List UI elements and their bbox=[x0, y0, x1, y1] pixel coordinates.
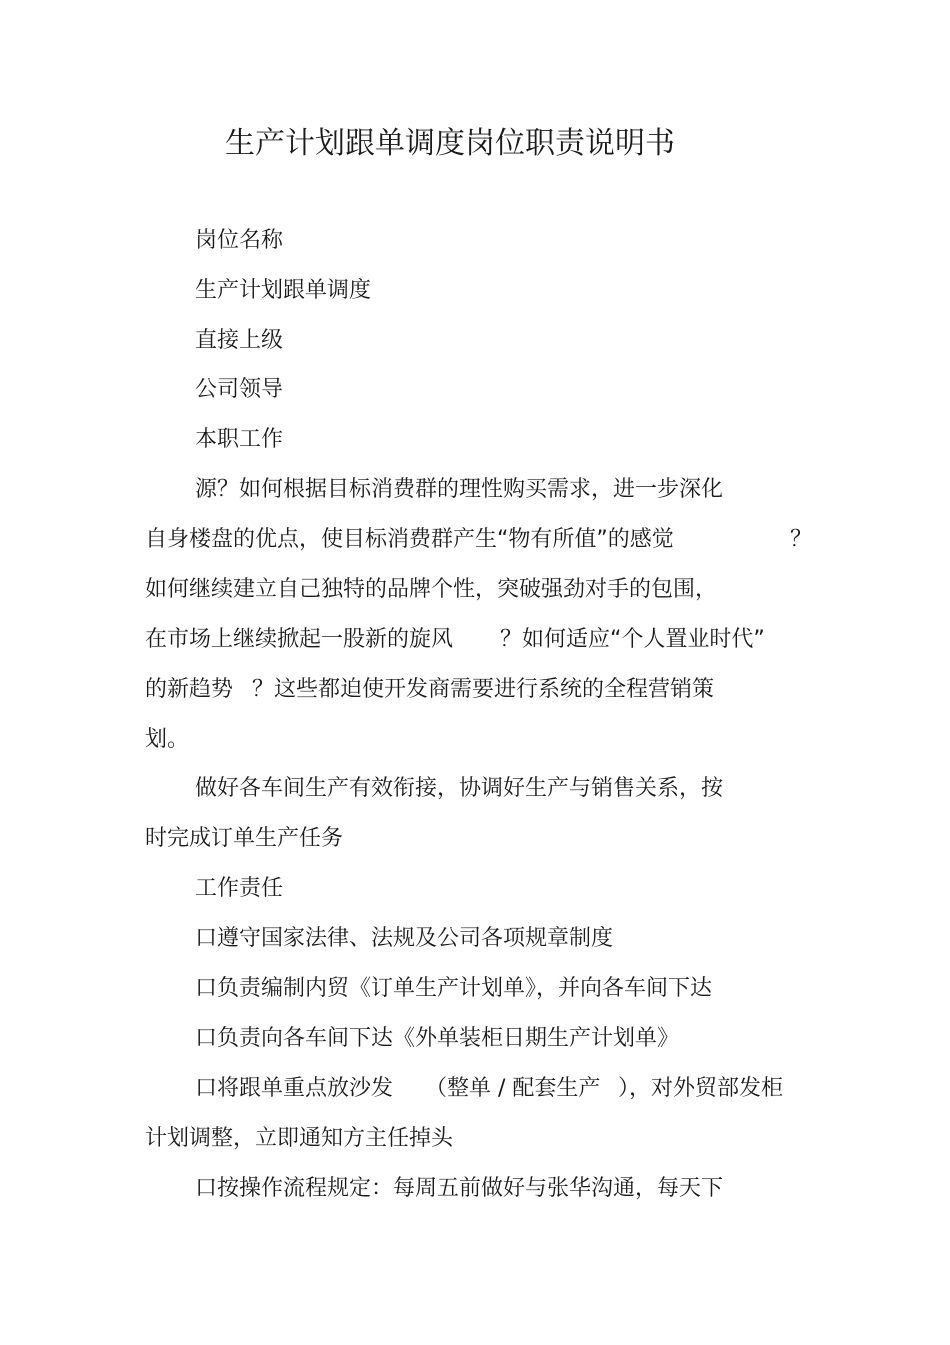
question-mark: ？ bbox=[790, 527, 813, 552]
paragraph-line: 岗位名称 bbox=[195, 228, 284, 253]
paragraph-line: 公司领导 bbox=[195, 377, 284, 402]
paragraph-line-tail: ），对外贸部发柜 bbox=[618, 1076, 784, 1101]
paragraph-line: 口将跟单重点放沙发 bbox=[195, 1076, 394, 1101]
paragraph-line: 的新趋势 bbox=[145, 677, 234, 702]
paragraph-line: 口按操作流程规定：每周五前做好与张华沟通，每天下 bbox=[195, 1176, 724, 1201]
paragraph-line: 如何继续建立自己独特的品牌个性，突破强劲对手的包围， bbox=[145, 577, 718, 602]
paragraph-line: 划。 bbox=[145, 727, 190, 752]
paragraph-line: 计划调整，立即通知方主任掉头 bbox=[145, 1126, 454, 1151]
paragraph-line: 时完成订单生产任务 bbox=[145, 826, 344, 851]
paragraph-line: 口负责编制内贸《订单生产计划单》，并向各车间下达 bbox=[195, 976, 713, 1001]
paragraph-line: 自身楼盘的优点，使目标消费群产生“物有所值”的感觉 bbox=[145, 527, 674, 552]
paragraph-line: 口负责向各车间下达《外单装柜日期生产计划单》 bbox=[195, 1026, 680, 1051]
paragraph-line-tail: （整单 / 配套生产 bbox=[425, 1076, 601, 1101]
paragraph-line: 口遵守国家法律、法规及公司各项规章制度 bbox=[195, 926, 614, 951]
paragraph-line: 生产计划跟单调度 bbox=[195, 278, 372, 303]
paragraph-line-tail: ？这些都迫使开发商需要进行系统的全程营销策 bbox=[252, 677, 715, 702]
paragraph-line: 本职工作 bbox=[195, 427, 284, 452]
paragraph-line: 直接上级 bbox=[195, 328, 284, 353]
paragraph-line: 工作责任 bbox=[195, 876, 284, 901]
paragraph-line: 做好各车间生产有效衔接，协调好生产与销售关系，按 bbox=[195, 776, 724, 801]
paragraph-line: 源？如何根据目标消费群的理性购买需求，进一步深化 bbox=[195, 477, 724, 502]
document-title: 生产计划跟单调度岗位职责说明书 bbox=[225, 126, 675, 161]
paragraph-line-tail: ？如何适应“个人置业时代” bbox=[500, 627, 765, 652]
paragraph-line: 在市场上继续掀起一股新的旋风 bbox=[145, 627, 454, 652]
